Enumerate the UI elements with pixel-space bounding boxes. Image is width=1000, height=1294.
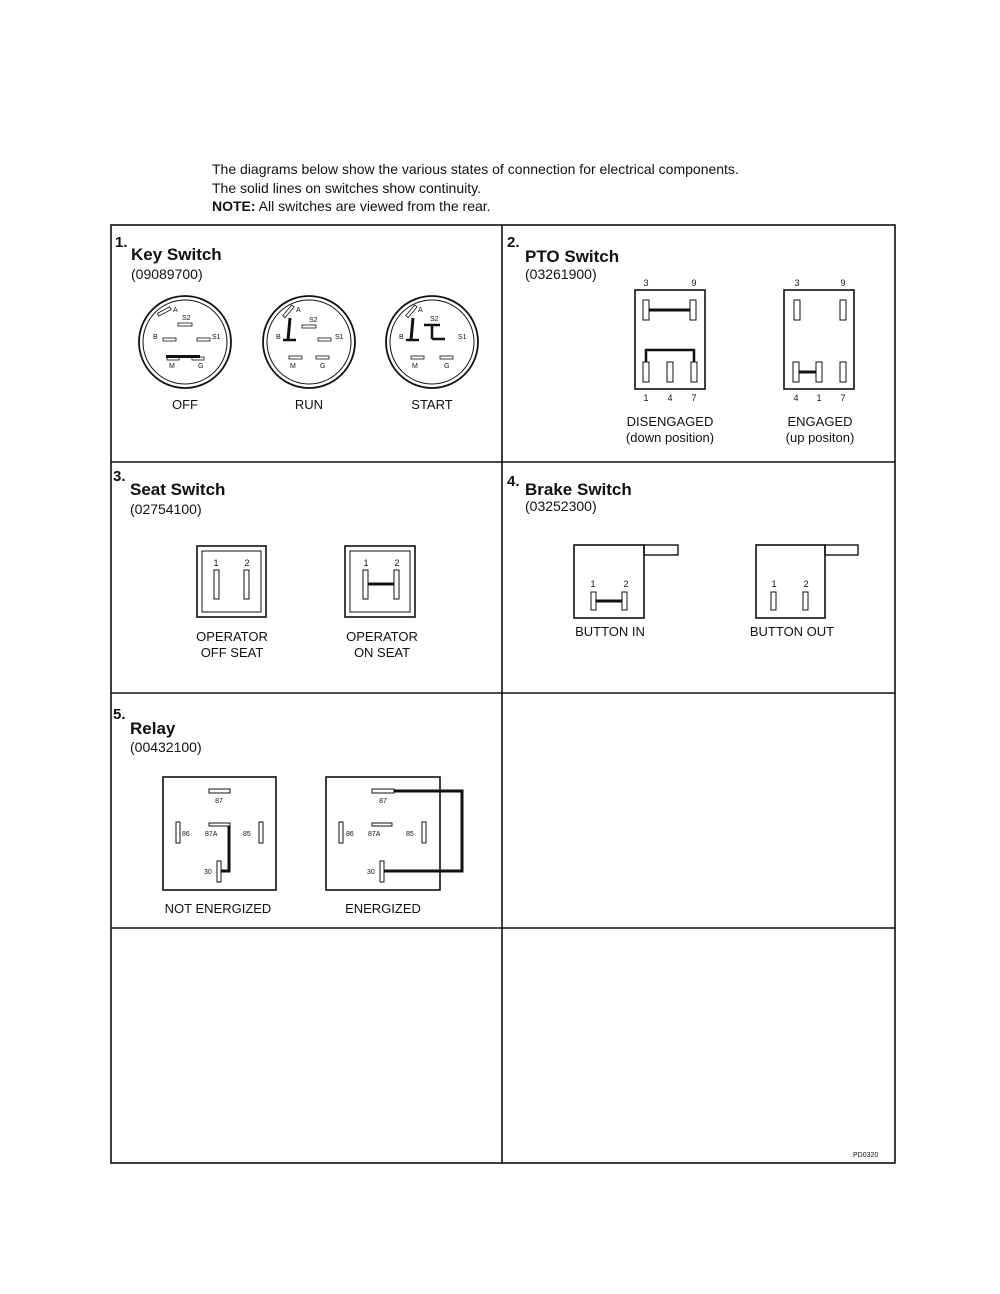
key-start-label-b: B xyxy=(399,334,404,341)
pto-switch-title: PTO Switch xyxy=(525,247,620,266)
pto-state-disengaged-sub: (down position) xyxy=(625,430,715,445)
brake-switch-part: (03252300) xyxy=(525,498,597,514)
key-off-label-b: B xyxy=(153,334,158,341)
section-number-3: 3. xyxy=(113,468,126,485)
relay-section xyxy=(113,706,462,916)
key-state-start: START xyxy=(411,397,453,412)
brake-in-pin-2: 2 xyxy=(623,579,629,589)
relay-e-t87a: 87A xyxy=(368,831,381,838)
section-number-1: 1. xyxy=(115,234,128,251)
relay-e-t30: 30 xyxy=(367,869,375,876)
relay-part: (00432100) xyxy=(130,739,202,755)
key-state-run: RUN xyxy=(294,397,324,412)
key-start-label-s1: S1 xyxy=(458,334,467,341)
seat-on-pin-2: 2 xyxy=(394,558,400,568)
seat-switch-section xyxy=(113,468,418,660)
pto-disengaged-diagram xyxy=(635,278,705,403)
key-run-label-s2: S2 xyxy=(309,317,318,324)
key-run-label-s1: S1 xyxy=(335,334,344,341)
seat-state-on-sub: ON SEAT xyxy=(353,645,411,660)
key-run-label-a: A xyxy=(296,307,301,314)
pto-engaged-diagram xyxy=(784,278,854,403)
note-text: All switches are viewed from the rear. xyxy=(255,198,491,214)
pto-eng-pin-9: 9 xyxy=(840,278,846,288)
key-run-label-g: G xyxy=(320,363,326,370)
note-label: NOTE: xyxy=(212,198,256,214)
pto-state-engaged: ENGAGED xyxy=(787,414,853,429)
key-off-label-s2: S2 xyxy=(182,315,191,322)
seat-switch-title: Seat Switch xyxy=(130,480,226,499)
brake-switch-title: Brake Switch xyxy=(525,480,632,499)
pto-dis-pin-1: 1 xyxy=(643,393,649,403)
pto-dis-pin-4: 4 xyxy=(667,393,673,403)
section-number-2: 2. xyxy=(507,234,520,251)
key-state-off: OFF xyxy=(172,397,198,412)
seat-on-diagram xyxy=(345,546,415,617)
key-switch-title: Key Switch xyxy=(131,245,222,264)
intro-line-1: The diagrams below show the various states of connection for electrical components. xyxy=(212,161,739,177)
key-start-label-a: A xyxy=(418,307,423,314)
seat-state-off: OPERATOR xyxy=(196,629,268,644)
relay-e-t87: 87 xyxy=(379,798,387,805)
key-switch-start-diagram xyxy=(386,296,478,388)
brake-in-pin-1: 1 xyxy=(590,579,596,589)
pto-state-disengaged: DISENGAGED xyxy=(626,414,714,429)
footer-code: PD0320 xyxy=(853,1152,879,1159)
pto-eng-pin-4: 4 xyxy=(793,393,799,403)
seat-on-pin-1: 1 xyxy=(363,558,369,568)
relay-state-not-energized: NOT ENERGIZED xyxy=(164,901,272,916)
seat-off-pin-1: 1 xyxy=(213,558,219,568)
key-run-label-b: B xyxy=(276,334,281,341)
pto-dis-pin-7: 7 xyxy=(691,393,697,403)
key-run-label-m: M xyxy=(290,363,296,370)
relay-energized-diagram xyxy=(326,777,462,890)
pto-dis-pin-3: 3 xyxy=(643,278,649,288)
intro-line-2: The solid lines on switches show continuity. xyxy=(212,179,481,196)
key-start-label-s2: S2 xyxy=(430,316,439,323)
brake-switch-section xyxy=(507,473,858,639)
seat-state-on: OPERATOR xyxy=(346,629,418,644)
relay-e-t86: 86 xyxy=(346,831,354,838)
relay-ne-t87: 87 xyxy=(215,798,223,805)
pto-eng-pin-1: 1 xyxy=(816,393,822,403)
key-off-label-s1: S1 xyxy=(212,334,221,341)
pto-state-engaged-sub: (up positon) xyxy=(785,430,855,445)
key-off-label-m: M xyxy=(169,363,175,370)
seat-state-off-sub: OFF SEAT xyxy=(200,645,264,660)
seat-off-diagram xyxy=(197,546,266,617)
key-switch-run-diagram xyxy=(263,296,355,388)
pto-dis-pin-9: 9 xyxy=(691,278,697,288)
relay-ne-t85: 85 xyxy=(243,831,251,838)
brake-out-diagram xyxy=(756,545,858,618)
brake-in-diagram xyxy=(574,545,678,618)
key-switch-section xyxy=(115,234,478,412)
brake-state-out: BUTTON OUT xyxy=(749,624,835,639)
brake-out-pin-2: 2 xyxy=(803,579,809,589)
key-start-label-g: G xyxy=(444,363,450,370)
seat-off-pin-2: 2 xyxy=(244,558,250,568)
relay-title: Relay xyxy=(130,719,176,738)
pto-eng-pin-7: 7 xyxy=(840,393,846,403)
section-number-4: 4. xyxy=(507,473,520,490)
section-number-5: 5. xyxy=(113,706,126,723)
relay-state-energized: ENERGIZED xyxy=(345,901,421,916)
key-start-label-m: M xyxy=(412,363,418,370)
brake-out-pin-1: 1 xyxy=(771,579,777,589)
relay-ne-t87a: 87A xyxy=(205,831,218,838)
pto-eng-pin-3: 3 xyxy=(794,278,800,288)
pto-switch-section xyxy=(507,234,854,445)
seat-switch-part: (02754100) xyxy=(130,501,202,517)
key-off-label-a: A xyxy=(173,307,178,314)
relay-not-energized-diagram xyxy=(163,777,276,890)
brake-state-in: BUTTON IN xyxy=(575,624,645,639)
key-switch-part: (09089700) xyxy=(131,266,203,282)
relay-ne-t30: 30 xyxy=(204,869,212,876)
relay-e-t85: 85 xyxy=(406,831,414,838)
key-off-label-g: G xyxy=(198,363,204,370)
grid-frame xyxy=(111,225,895,1163)
pto-switch-part: (03261900) xyxy=(525,266,597,282)
relay-ne-t86: 86 xyxy=(182,831,190,838)
key-switch-off-diagram xyxy=(139,296,231,388)
